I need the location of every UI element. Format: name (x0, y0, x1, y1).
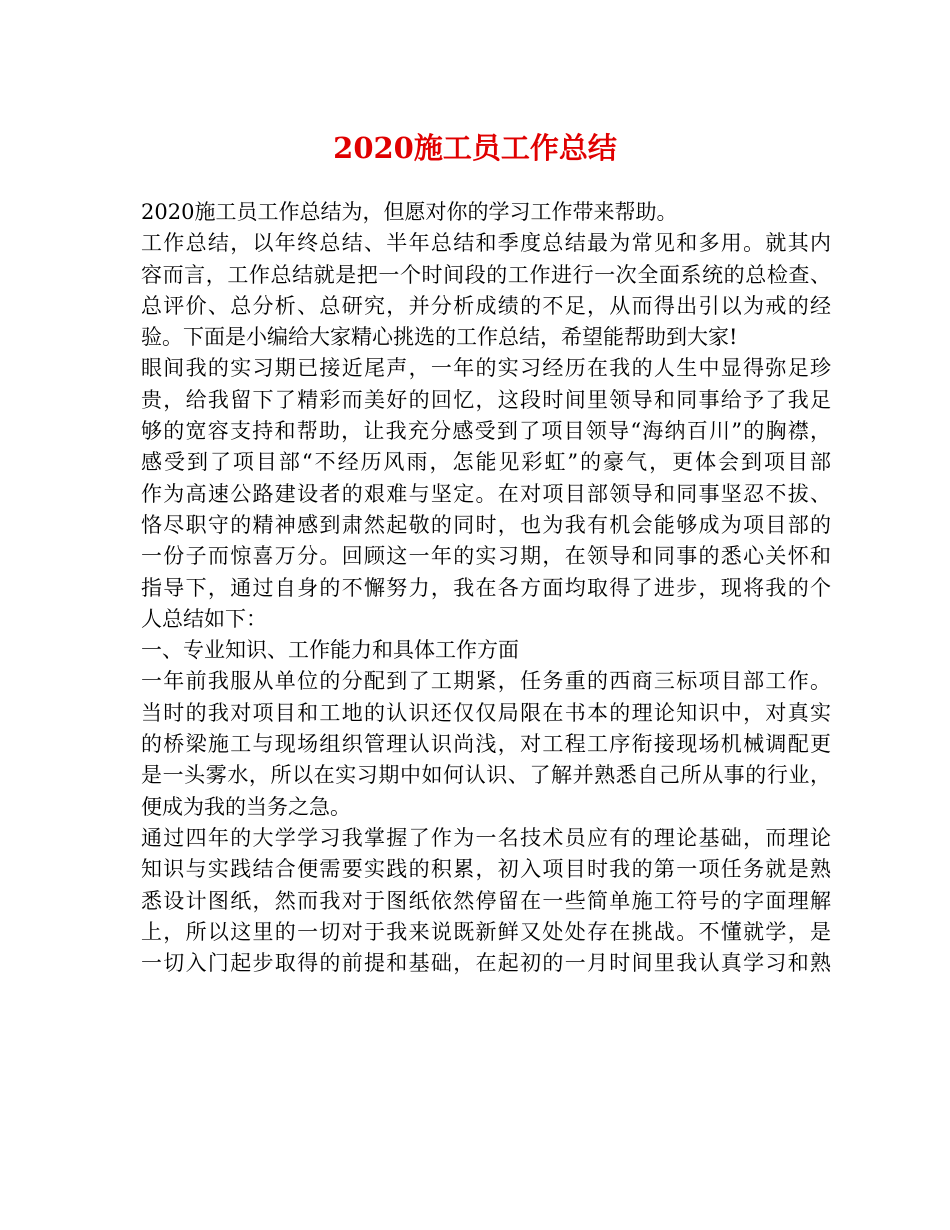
body-line: 悉设计图纸，然而我对于图纸依然停留在一些简单施工符号的字面理解 (141, 888, 831, 913)
body-line: 验。下面是小编给大家精心挑选的工作总结，希望能帮助到大家! (141, 325, 738, 350)
body-line: 一、专业知识、工作能力和具体工作方面 (141, 638, 519, 663)
body-line: 知识与实践结合便需要实践的积累，初入项目时我的第一项任务就是熟 (141, 857, 831, 882)
body-line: 眼间我的实习期已接近尾声，一年的实习经历在我的人生中显得弥足珍 (141, 356, 831, 381)
body-line: 通过四年的大学学习我掌握了作为一名技术员应有的理论基础，而理论 (141, 825, 831, 850)
body-line: 工作总结，以年终总结、半年总结和季度总结最为常见和多用。就其内 (141, 231, 831, 256)
body-line: 的桥梁施工与现场组织管理认识尚浅，对工程工序衔接现场机械调配更 (141, 732, 831, 757)
body-line: 当时的我对项目和工地的认识还仅仅局限在书本的理论知识中，对真实 (141, 700, 831, 725)
body-line: 贵，给我留下了精彩而美好的回忆，这段时间里领导和同事给予了我足 (141, 387, 831, 412)
body-line: 2020施工员工作总结为，但愿对你的学习工作带来帮助。 (141, 200, 678, 224)
body-line: 够的宽容支持和帮助，让我充分感受到了项目领导“海纳百川”的胸襟， (141, 419, 831, 444)
body-line: 是一头雾水，所以在实习期中如何认识、了解并熟悉自己所从事的行业， (141, 763, 831, 788)
body-line: 作为高速公路建设者的艰难与坚定。在对项目部领导和同事坚忍不拔、 (141, 481, 831, 506)
body-line: 一份子而惊喜万分。回顾这一年的实习期，在领导和同事的悉心关怀和 (141, 544, 831, 569)
document-title: 2020施工员工作总结 (333, 131, 617, 165)
body-line: 恪尽职守的精神感到肃然起敬的同时，也为我有机会能够成为项目部的 (141, 512, 831, 537)
body-line: 一切入门起步取得的前提和基础，在起初的一月时间里我认真学习和熟 (141, 951, 831, 976)
body-line: 上，所以这里的一切对于我来说既新鲜又处处存在挑战。不懂就学，是 (141, 919, 831, 944)
document-body (141, 197, 831, 979)
body-line: 感受到了项目部“不经历风雨，怎能见彩虹”的豪气，更体会到项目部 (141, 450, 831, 475)
body-line: 指导下，通过自身的不懈努力，我在各方面均取得了进步，现将我的个 (141, 575, 831, 600)
body-line: 容而言，工作总结就是把一个时间段的工作进行一次全面系统的总检查、 (141, 262, 831, 287)
body-line: 一年前我服从单位的分配到了工期紧，任务重的西商三标项目部工作。 (141, 669, 831, 694)
body-line: 人总结如下： (141, 606, 267, 631)
body-line: 便成为我的当务之急。 (141, 794, 351, 819)
body-line: 总评价、总分析、总研究，并分析成绩的不足，从而得出引以为戒的经 (141, 293, 831, 318)
